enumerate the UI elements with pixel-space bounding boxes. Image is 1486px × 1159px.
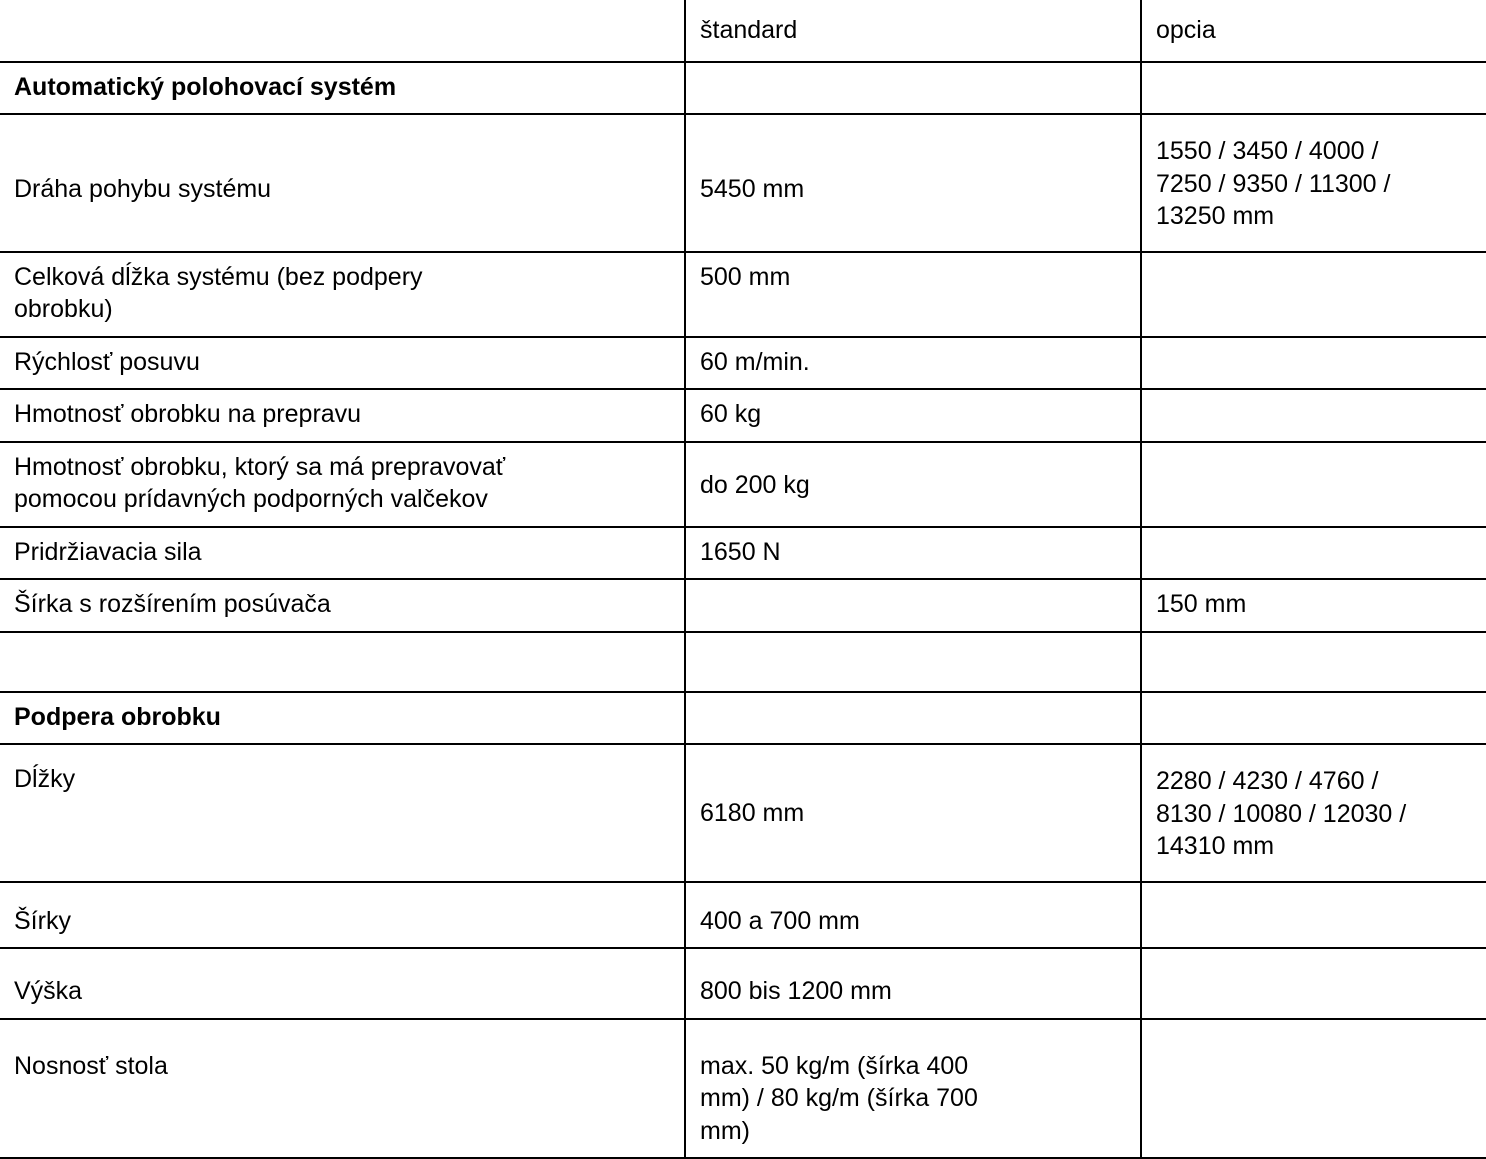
row-option-cell bbox=[1141, 527, 1486, 580]
row-standard-cell bbox=[685, 1019, 1141, 1159]
row-label-text: Dráha pohybu systému bbox=[14, 175, 272, 203]
header-cell-label bbox=[0, 0, 685, 62]
row-standard-cell bbox=[685, 882, 1141, 949]
row-label-text: Podpera obrobku bbox=[14, 702, 221, 731]
row-option-cell bbox=[1141, 442, 1486, 527]
table-row bbox=[0, 252, 1486, 337]
table-row bbox=[0, 882, 1486, 949]
header-cell-standard bbox=[685, 0, 1141, 62]
row-option-cell bbox=[1141, 62, 1486, 115]
header-standard-text: štandard bbox=[700, 16, 798, 44]
table-row bbox=[0, 579, 1486, 632]
row-label-cell bbox=[0, 744, 685, 882]
row-standard-cell bbox=[685, 527, 1141, 580]
row-label-cell bbox=[0, 252, 685, 337]
row-option-cell bbox=[1141, 1019, 1486, 1159]
row-label-text: Rýchlosť posuvu bbox=[14, 347, 200, 376]
row-option-text: 2280 / 4230 / 4760 / 8130 / 10080 / 12030 / 14310 mm bbox=[1156, 767, 1407, 860]
table-row bbox=[0, 527, 1486, 580]
row-label-cell bbox=[0, 948, 685, 1019]
row-option-cell bbox=[1141, 882, 1486, 949]
row-standard-cell bbox=[685, 114, 1141, 252]
table-row bbox=[0, 692, 1486, 745]
row-standard-text: 500 mm bbox=[700, 262, 791, 291]
row-option-cell bbox=[1141, 337, 1486, 390]
row-option-cell bbox=[1141, 744, 1486, 882]
row-option-cell bbox=[1141, 632, 1486, 692]
row-standard-text: max. 50 kg/m (šírka 400 mm) / 80 kg/m (šírka 700 mm) bbox=[700, 1051, 978, 1145]
row-label-cell bbox=[0, 579, 685, 632]
row-option-cell bbox=[1141, 948, 1486, 1019]
row-standard-cell bbox=[685, 252, 1141, 337]
row-label-text: Hmotnosť obrobku na prepravu bbox=[14, 400, 362, 428]
row-standard-text: 60 m/min. bbox=[700, 347, 810, 376]
table-header-row bbox=[0, 0, 1486, 62]
row-option-cell bbox=[1141, 252, 1486, 337]
row-standard-cell bbox=[685, 442, 1141, 527]
table-row bbox=[0, 744, 1486, 882]
row-option-text: 1550 / 3450 / 4000 / 7250 / 9350 / 11300 / 13250 mm bbox=[1156, 137, 1391, 230]
row-standard-text: 60 kg bbox=[700, 400, 762, 428]
row-option-cell bbox=[1141, 692, 1486, 745]
table-row bbox=[0, 389, 1486, 442]
row-standard-text: 800 bis 1200 mm bbox=[700, 977, 892, 1005]
header-option-text: opcia bbox=[1156, 16, 1216, 44]
row-standard-cell bbox=[685, 337, 1141, 390]
row-standard-cell bbox=[685, 948, 1141, 1019]
row-label-cell bbox=[0, 1019, 685, 1159]
row-label-text: Automatický polohovací systém bbox=[14, 72, 397, 101]
table-row bbox=[0, 114, 1486, 252]
row-option-cell bbox=[1141, 579, 1486, 632]
row-label-cell bbox=[0, 62, 685, 115]
row-label-cell bbox=[0, 442, 685, 527]
row-label-text: Nosnosť stola bbox=[14, 1051, 168, 1080]
row-label-text: Dĺžky bbox=[14, 765, 76, 793]
row-standard-cell bbox=[685, 62, 1141, 115]
row-label-cell bbox=[0, 114, 685, 252]
row-standard-cell bbox=[685, 579, 1141, 632]
row-standard-text: 5450 mm bbox=[700, 175, 805, 203]
row-label-cell bbox=[0, 337, 685, 390]
row-standard-text: 6180 mm bbox=[700, 799, 805, 827]
row-label-text: Šírka s rozšírením posúvača bbox=[14, 590, 331, 618]
header-cell-option bbox=[1141, 0, 1486, 62]
row-label-cell bbox=[0, 882, 685, 949]
row-label-cell bbox=[0, 389, 685, 442]
row-standard-cell bbox=[685, 744, 1141, 882]
row-label-cell bbox=[0, 527, 685, 580]
row-label-text: Výška bbox=[14, 977, 83, 1005]
row-label-cell bbox=[0, 692, 685, 745]
table-row bbox=[0, 632, 1486, 692]
row-standard-cell bbox=[685, 632, 1141, 692]
row-option-cell bbox=[1141, 114, 1486, 252]
row-standard-text: 1650 N bbox=[700, 537, 781, 566]
row-standard-cell bbox=[685, 389, 1141, 442]
row-standard-cell bbox=[685, 692, 1141, 745]
table-row bbox=[0, 337, 1486, 390]
row-standard-text: 400 a 700 mm bbox=[700, 906, 860, 935]
row-label-text: Celková dĺžka systému (bez podpery obrobku) bbox=[14, 262, 423, 323]
table-row bbox=[0, 948, 1486, 1019]
row-label-cell bbox=[0, 632, 685, 692]
row-label-text: Pridržiavacia sila bbox=[14, 537, 202, 566]
row-label-text: Šírky bbox=[14, 906, 71, 935]
table-row bbox=[0, 62, 1486, 115]
row-option-text: 150 mm bbox=[1156, 590, 1247, 618]
table-row bbox=[0, 1019, 1486, 1159]
row-label-text: Hmotnosť obrobku, ktorý sa má prepravovať pomocou prídavných podporných valčekov bbox=[14, 452, 506, 513]
table-row bbox=[0, 442, 1486, 527]
row-standard-text: do 200 kg bbox=[700, 470, 810, 499]
row-option-cell bbox=[1141, 389, 1486, 442]
